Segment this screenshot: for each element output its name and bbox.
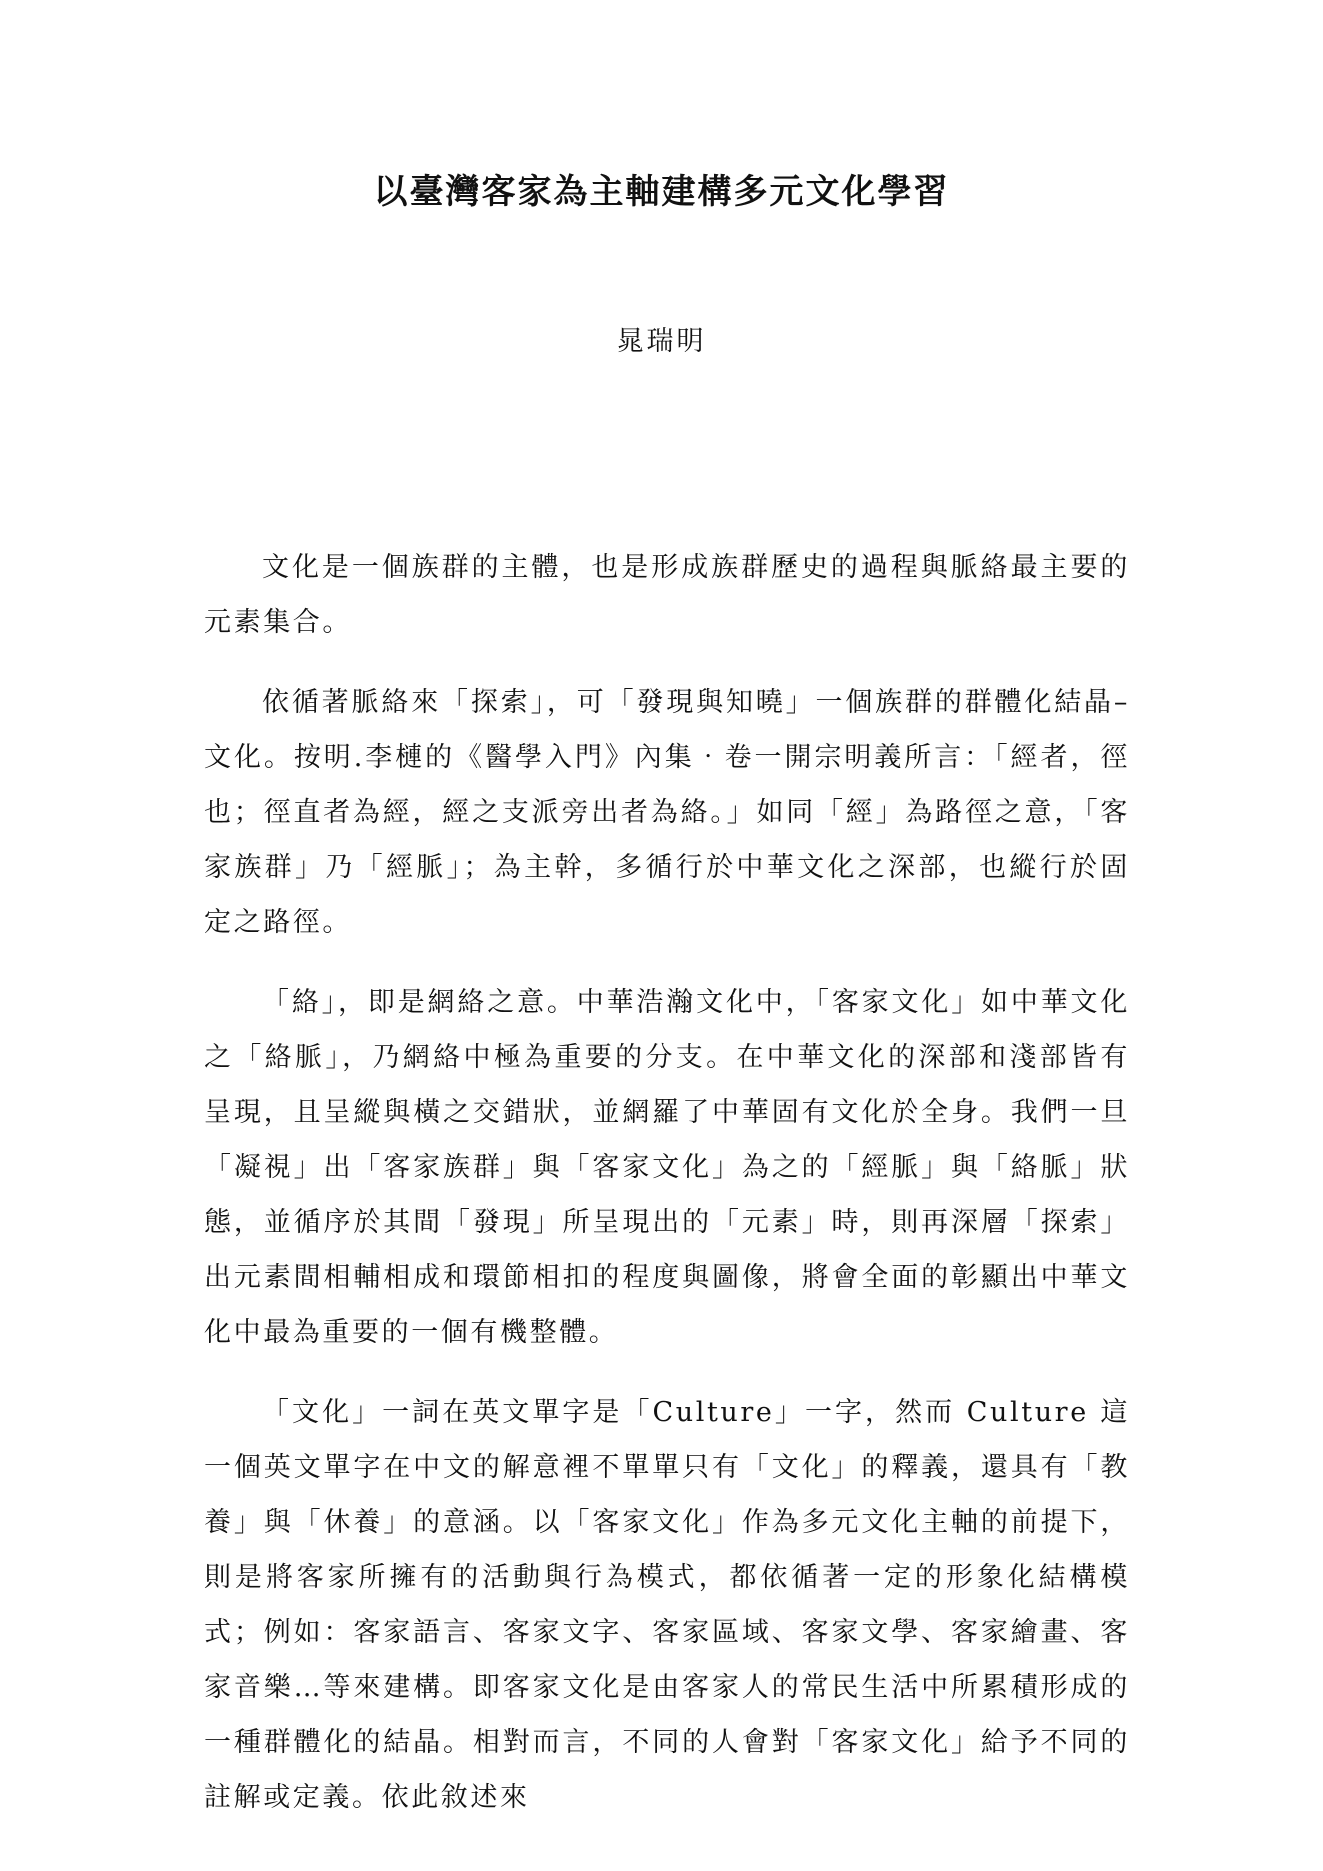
paragraph-2: 依循著脈絡來「探索」，可「發現與知曉」一個族群的群體化結晶–文化。按明.李槤的《醫學入門》內集‧卷一開宗明義所言：「經者，徑也；徑直者為經，經之支派旁出者為絡。」如同「經」為路徑之意，「客家族群」乃「經脈」；為主幹，多循行於中華文化之深部，也縱行於固定之路徑。 (204, 687, 1130, 938)
paragraph-3: 「絡」，即是網絡之意。中華浩瀚文化中，「客家文化」如中華文化之「絡脈」，乃網絡中極為重要的分支。在中華文化的深部和淺部皆有呈現，且呈縱與橫之交錯狀，並網羅了中華固有文化於全身。我們一旦「凝視」出「客家族群」與「客家文化」為之的「經脈」與「絡脈」狀態，並循序於其間「發現」所呈現出的「元素」時，則再深層「探索」出元素間相輔相成和環節相扣的程度與圖像，將會全面的彰顯出中華文化中最為重要的一個有機整體。 (204, 987, 1130, 1348)
paragraph-4: 「文化」一詞在英文單字是「Culture」一字，然而 Culture 這一個英文單字在中文的解意裡不單單只有「文化」的釋義，還具有「教養」與「休養」的意涵。以「客家文化」作為多元文化主軸的前提下，則是將客家所擁有的活動與行為模式，都依循著一定的形象化結構模式；例如：客家語言、客家文字、客家區域、客家文學、客家繪畫、客家音樂…等來建構。即客家文化是由客家人的常民生活中所累積形成的一種群體化的結晶。相對而言，不同的人會對「客家文化」給予不同的註解或定義。依此敘述來 (204, 1397, 1130, 1813)
paragraph-1: 文化是一個族群的主體，也是形成族群歷史的過程與脈絡最主要的元素集合。 (204, 552, 1130, 638)
document-body (204, 540, 1130, 1850)
author-name: 晁瑞明 (616, 326, 707, 357)
document-title: 以臺灣客家為主軸建構多元文化學習 (373, 172, 950, 212)
